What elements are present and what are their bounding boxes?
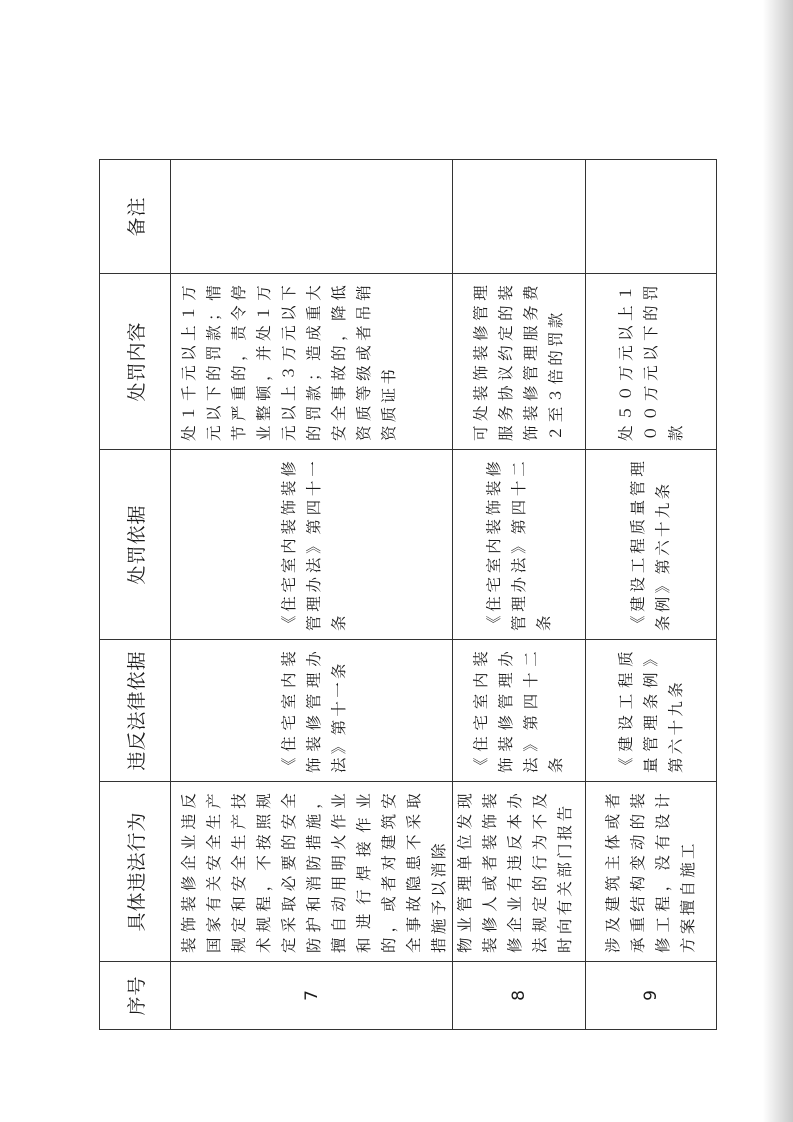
row-basis: 《住宅室内装饰装修管理办法》第四十二条 [453, 450, 586, 640]
row-number: 8 [453, 962, 586, 1030]
header-penalty: 处罚内容 [100, 274, 171, 450]
row-remark [586, 160, 717, 274]
row-law: 《住宅室内装饰装修管理办法》第四十二条 [453, 640, 586, 782]
header-basis: 处罚依据 [100, 450, 171, 640]
rotated-page [99, 160, 697, 1030]
row-number: 9 [586, 962, 717, 1030]
row-law: 《住宅室内装饰装修管理办法》第十一条 [171, 640, 453, 782]
row-penalty: 处５０万元以上１００万元以下的罚款 [586, 274, 717, 450]
row-act: 装饰装修企业违反国家有关安全生产规定和安全生产技术规程，不按照规定采取必要的安全防护和消防措施，擅自动用明火作业和进行焊接作业的，或者对建筑安全事故隐患不采取措施予以消除 [171, 782, 453, 962]
header-remark: 备注 [100, 160, 171, 274]
row-penalty: 处１千元以上１万元以下的罚款；情节严重的，责令停业整顿，并处１万元以上３万元以下的罚款；造成重大安全事故的，降低资质等级或者吊销资质证书 [171, 274, 453, 450]
header-row [100, 160, 171, 1030]
row-remark [453, 160, 586, 274]
row-number: 7 [171, 962, 453, 1030]
row-act: 物业管理单位发现装修人或者装饰装修企业有违反本办法规定的行为不及时向有关部门报告 [453, 782, 586, 962]
row-law: 《建设工程质量管理条例》第六十九条 [586, 640, 717, 782]
header-act: 具体违法行为 [100, 782, 171, 962]
table-row [453, 160, 586, 1030]
row-basis: 《建设工程质量管理条例》第六十九条 [586, 450, 717, 640]
header-no: 序号 [100, 962, 171, 1030]
row-penalty: 可处装饰装修管理服务协议约定的装饰装修管理服务费２至３倍的罚款 [453, 274, 586, 450]
row-remark [171, 160, 453, 274]
table-row [586, 160, 717, 1030]
penalty-table [99, 159, 717, 1030]
row-act: 涉及建筑主体或者承重结构变动的装修工程，没有设计方案擅自施工 [586, 782, 717, 962]
page-edge-shadow [763, 0, 793, 1122]
table-row [171, 160, 453, 1030]
header-law: 违反法律依据 [100, 640, 171, 782]
row-basis: 《住宅室内装饰装修管理办法》第四十一条 [171, 450, 453, 640]
